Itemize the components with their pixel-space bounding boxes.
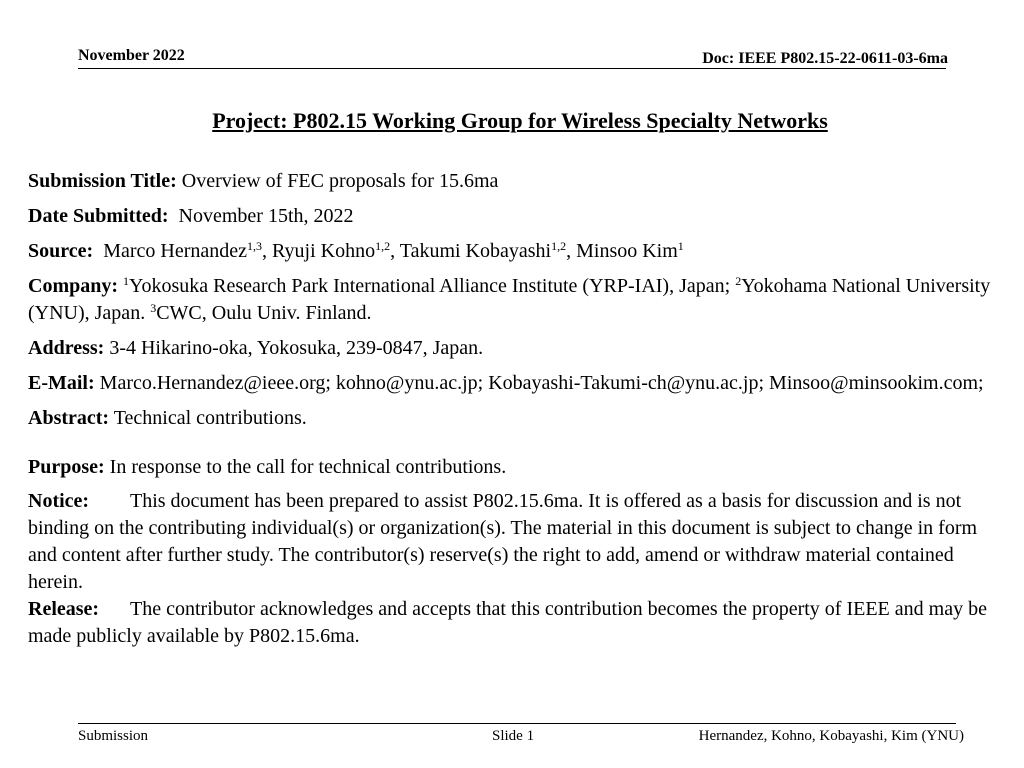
purpose-row (28, 454, 1000, 481)
company-affil-3: CWC, Oulu Univ. Finland. (156, 302, 372, 324)
document-body (28, 168, 1000, 650)
date-submitted-value: November 15th, 2022 (168, 205, 354, 227)
author-2-sep: , (390, 240, 400, 262)
header-date: November 2022 (78, 47, 185, 64)
author-2-affil: 1,2 (375, 239, 391, 253)
source-label: Source: (28, 240, 94, 262)
author-1: Marco Hernandez (93, 240, 247, 262)
source-row (28, 238, 1000, 265)
header-divider (78, 68, 946, 69)
submission-title-row (28, 168, 1000, 195)
purpose-label: Purpose: (28, 456, 105, 478)
submission-title-label: Submission Title: (28, 170, 177, 192)
author-1-affil: 1,3 (247, 239, 262, 253)
date-submitted-label: Date Submitted: (28, 205, 169, 227)
company-affil-2: Yokohama National University (YNU), Japan. (28, 275, 991, 324)
address-row (28, 335, 1000, 362)
company-affil-1-mark: 1 (123, 274, 130, 288)
notice-value: This document has been prepared to assist P802.15.6ma. It is offered as a basis for discussion and is not binding on the contributing individual(s) or organization(s). The material in this document is subject to change in form and content after further study. The contributor(s) reserve(s) the right to add, amend or withdraw material contained herein. (28, 490, 978, 593)
footer-slide-number: Slide 1 (492, 728, 535, 744)
address-value: 3-4 Hikarino-oka, Yokosuka, 239-0847, Japan. (104, 337, 484, 359)
release-row (28, 596, 1000, 650)
notice-label: Notice: (28, 490, 90, 512)
author-2: Ryuji Kohno (272, 240, 376, 262)
address-label: Address: (28, 337, 105, 359)
company-affil-1: Yokosuka Research Park International Alliance Institute (YRP-IAI), Japan; (129, 275, 736, 297)
abstract-row (28, 405, 1000, 432)
email-row (28, 370, 1000, 397)
company-affil-3-mark: 3 (150, 301, 157, 315)
notice-row (28, 488, 1000, 596)
project-title: Project: P802.15 Working Group for Wireless Specialty Networks (212, 108, 828, 133)
purpose-value: In response to the call for technical contributions. (104, 456, 507, 478)
email-value: Marco.Hernandez@ieee.org; kohno@ynu.ac.jp; Kobayashi-Takumi-ch@ynu.ac.jp; Minsoo@minsookim.com; (94, 372, 984, 394)
company-affil-2-mark: 2 (735, 274, 742, 288)
footer-divider (78, 723, 956, 724)
company-row (28, 273, 1000, 327)
submission-title-value: Overview of FEC proposals for 15.6ma (176, 170, 499, 192)
author-3-affil: 1,2 (551, 239, 567, 253)
email-label: E-Mail: (28, 372, 95, 394)
abstract-label: Abstract: (28, 407, 110, 429)
abstract-value: Technical contributions. (109, 407, 307, 429)
author-4-affil: 1 (677, 239, 684, 253)
footer-submission: Submission (78, 728, 149, 744)
footer-authors: Hernandez, Kohno, Kobayashi, Kim (YNU) (698, 728, 964, 744)
header-doc-id: Doc: IEEE P802.15-22-0611-03-6ma (702, 50, 948, 67)
release-value: The contributor acknowledges and accepts that this contribution becomes the property of IEEE and may be made publicly available by P802.15.6ma. (28, 598, 987, 647)
author-3-sep: , (566, 240, 577, 262)
author-1-sep: , (262, 240, 272, 262)
release-label: Release: (28, 598, 100, 620)
company-label: Company: (28, 275, 119, 297)
author-3: Takumi Kobayashi (399, 240, 552, 262)
date-submitted-row (28, 203, 1000, 230)
author-4: Minsoo Kim (576, 240, 678, 262)
